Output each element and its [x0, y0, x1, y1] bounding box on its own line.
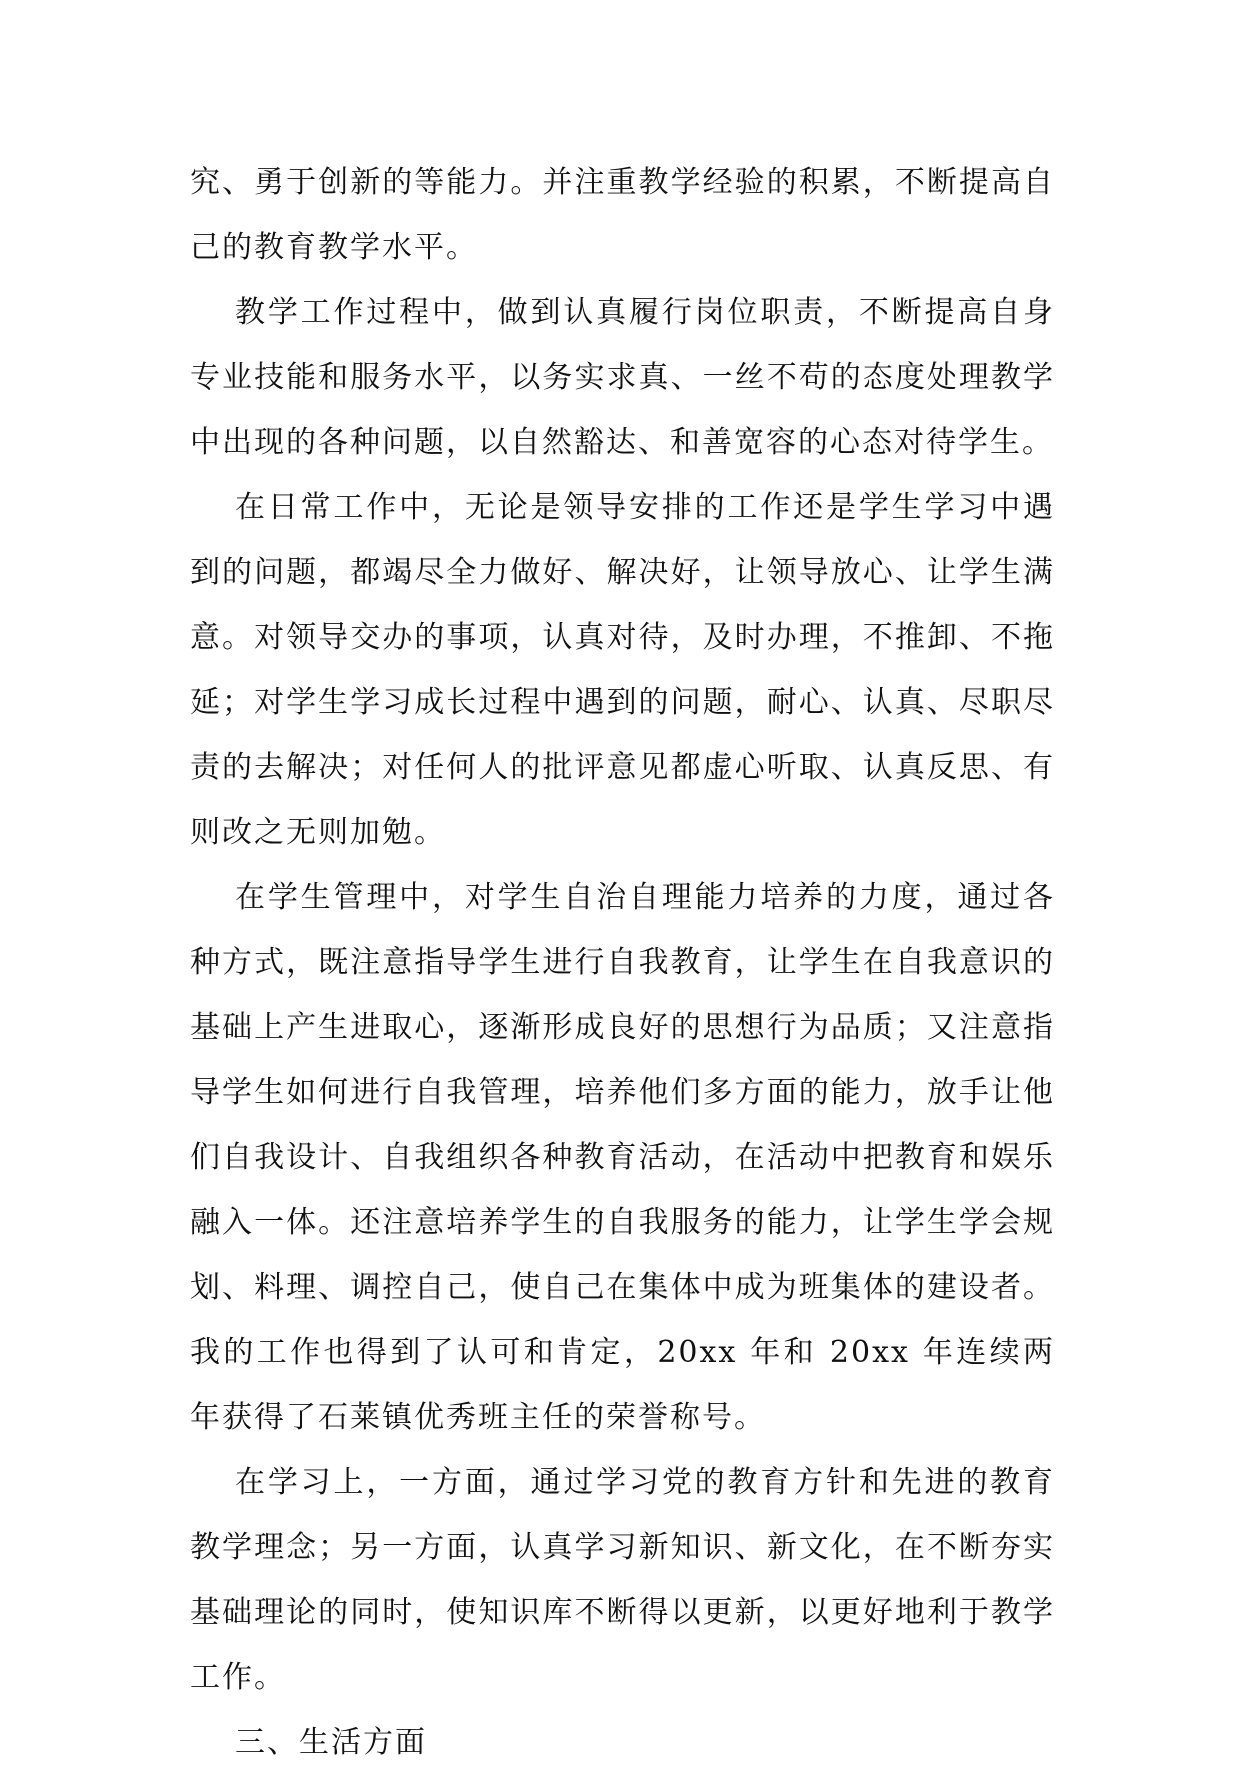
paragraph-teaching-work: 教学工作过程中，做到认真履行岗位职责，不断提高自身专业技能和服务水平，以务实求真、一丝不苟的态度处理教学中出现的各种问题，以自然豁达、和善宽容的心态对待学生。 [190, 295, 1055, 460]
document-body [190, 150, 1055, 1775]
paragraph-student-management: 在学生管理中，对学生自治自理能力培养的力度，通过各种方式，既注意指导学生进行自我教育，让学生在自我意识的基础上产生进取心，逐渐形成良好的思想行为品质；又注意指导学生如何进行自我管理，培养他们多方面的能力，放手让他们自我设计、自我组织各种教育活动，在活动中把教育和娱乐融入一体。还注意培养学生的自我服务的能力，让学生学会规划、料理、调控自己，使自己在集体中成为班集体的建设者。我的工作也得到了认可和肯定，20xx 年和 20xx 年连续两年获得了石莱镇优秀班主任的荣誉称号。 [190, 880, 1055, 1435]
section-heading-life: 三、生活方面 [235, 1725, 427, 1760]
paragraph-study: 在学习上，一方面，通过学习党的教育方针和先进的教育教学理念；另一方面，认真学习新知识、新文化，在不断夯实基础理论的同时，使知识库不断得以更新，以更好地利于教学工作。 [190, 1465, 1055, 1695]
paragraph-continued: 究、勇于创新的等能力。并注重教学经验的积累，不断提高自己的教育教学水平。 [190, 165, 1055, 265]
paragraph-daily-work: 在日常工作中，无论是领导安排的工作还是学生学习中遇到的问题，都竭尽全力做好、解决好，让领导放心、让学生满意。对领导交办的事项，认真对待，及时办理，不推卸、不拖延；对学生学习成长过程中遇到的问题，耐心、认真、尽职尽责的去解决；对任何人的批评意见都虚心听取、认真反思、有则改之无则加勉。 [190, 490, 1055, 850]
